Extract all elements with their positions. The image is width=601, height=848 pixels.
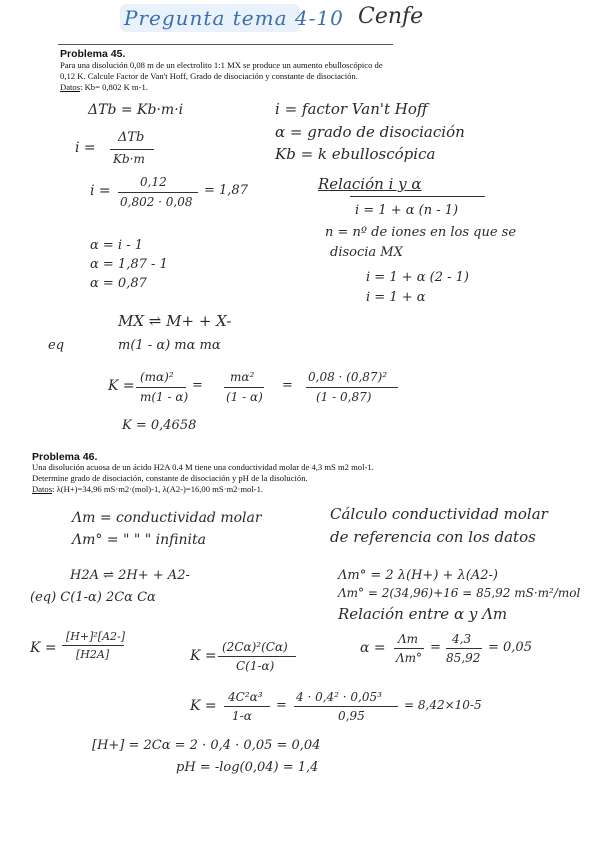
problem45-data-label: Datos [60, 82, 81, 92]
p46-k2-eq-sign: = [276, 698, 287, 713]
p46-calc2: de referencia con los datos [330, 528, 536, 546]
p46-k2-bar2 [294, 706, 398, 707]
p46-k-def-den: [H2A] [76, 648, 110, 661]
p45-note2: α = grado de disociación [275, 123, 465, 141]
p46-lam1: Λm = conductividad molar [72, 510, 262, 526]
problem46-data-label: Datos [32, 484, 53, 494]
p45-k-mid-den: (1 - α) [226, 390, 263, 404]
p45-k-val-bar [306, 387, 398, 388]
p45-eq2-den: Kb·m [113, 152, 145, 166]
p46-alpha-bar2 [446, 648, 482, 649]
p45-k-val-num: 0,08 · (0,87)² [308, 370, 388, 384]
p46-h-conc: [H+] = 2Cα = 2 · 0,4 · 0,05 = 0,04 [92, 738, 321, 753]
p45-n-def: n = nº de iones en los que se [325, 225, 517, 240]
p45-k-eq-sign2: = [282, 378, 293, 393]
p45-alpha3: α = 0,87 [90, 276, 147, 291]
problem46-data-value: : λ(H+)=34,96 mS·m2·(mol)-1, λ(A2-)=16,00 mS·m2·mol-1. [52, 484, 264, 494]
header-title: Pregunta tema 4-10 [124, 6, 344, 30]
p46-k2-den: 1-α [232, 709, 252, 723]
problem45-data [60, 82, 400, 93]
p45-rel-eq3: i = 1 + α [366, 290, 426, 305]
p45-k-result: K = 0,4658 [122, 418, 197, 433]
p45-k-mid-bar [224, 387, 264, 388]
problem46-data [32, 484, 392, 495]
problem46-statement [32, 462, 392, 495]
p45-eq1: ΔTb = Kb·m·i [88, 102, 184, 118]
p46-k2-den2: 0,95 [338, 709, 365, 723]
p45-alpha1: α = i - 1 [90, 238, 144, 253]
p45-relacion: Relación i y α [318, 175, 422, 193]
p46-k-expr-num: (2Cα)²(Cα) [222, 640, 288, 654]
p45-note3: Kb = k ebulloscópica [275, 145, 436, 163]
p46-k-expr-den: C(1-α) [236, 659, 275, 673]
problem46-title: Problema 46. [32, 451, 98, 463]
p46-alpha-num: Λm [398, 632, 419, 646]
p46-alpha-den: Λm° [396, 651, 423, 665]
problem45-data-value: : Kb= 0,802 K m-1. [80, 82, 148, 92]
p45-reaction: MX ⇌ M+ + X- [118, 312, 232, 330]
problem45-statement [60, 60, 400, 93]
header-right-note: Cenfe [358, 4, 424, 29]
p45-eq2-lhs: i = [75, 140, 96, 156]
p45-k-eq-sign1: = [192, 378, 203, 393]
p45-rel-eq2: i = 1 + α (2 - 1) [366, 270, 469, 285]
problem46-statement-line2: Determine grado de disociación, constante de disociación y pH de la disolución. [32, 473, 308, 483]
p46-k-def-num: [H+]²[A2-] [66, 630, 126, 643]
problem45-statement-line1: Para una disolución 0,08 m de un electrolito 1:1 MX se produce un aumento ebulloscópico de [60, 60, 383, 70]
p46-alpha-lhs: α = [360, 640, 386, 656]
p46-alpha-bar [394, 648, 424, 649]
p46-k2-lhs: K = [190, 698, 217, 714]
p46-alpha-eq-sign: = [430, 640, 441, 655]
p45-eq2-fraction-bar [110, 149, 154, 150]
p46-k-def-bar [62, 645, 124, 646]
p45-n-def2: disocia MX [330, 245, 403, 260]
p45-eq3-den: 0,802 · 0,08 [120, 195, 193, 209]
p46-lim2: Λm° = 2(34,96)+16 = 85,92 mS·m²/mol [338, 586, 581, 600]
p45-k-bar [136, 387, 186, 388]
p46-k-def-lhs: K = [30, 640, 57, 656]
p46-alpha-num2: 4,3 [452, 632, 472, 646]
p46-k2-val: = 8,42×10-5 [404, 698, 482, 712]
p45-eq-conc: m(1 - α) mα mα [118, 338, 221, 353]
p45-k-den: m(1 - α) [140, 390, 189, 404]
p45-relacion-underline [350, 196, 485, 197]
p46-k-expr-bar [218, 656, 296, 657]
p46-lim3: Relación entre α y Λm [338, 605, 508, 623]
p46-alpha-den2: 85,92 [446, 651, 481, 665]
p45-k-val-den: (1 - 0,87) [316, 390, 372, 404]
p46-alpha-val: = 0,05 [488, 640, 532, 655]
p46-k-lhs: K = [190, 648, 217, 664]
problem45-title: Problema 45. [60, 48, 126, 60]
p45-rel-eq: i = 1 + α (n - 1) [355, 203, 459, 218]
p45-k-num: (mα)² [140, 370, 174, 384]
p45-eq3-lhs: i = [90, 183, 111, 199]
p46-reaction: H2A ⇌ 2H+ + A2- [70, 568, 190, 583]
divider [58, 44, 393, 45]
p45-eq2-num: ΔTb [118, 130, 145, 145]
p46-lim1: Λm° = 2 λ(H+) + λ(A2-) [338, 568, 498, 583]
p46-calc1: Cálculo conductividad molar [330, 505, 548, 523]
p45-eq3-fraction-bar [118, 192, 198, 193]
p45-eq3-num: 0,12 [140, 175, 167, 189]
p46-k2-num: 4C²α³ [228, 690, 263, 704]
p45-eq-label: eq [48, 338, 65, 353]
p46-k2-num2: 4 · 0,4² · 0,05³ [296, 690, 382, 704]
p46-k2-bar [224, 706, 270, 707]
p45-k-mid-num: mα² [230, 370, 255, 384]
p45-note1: i = factor Van't Hoff [275, 100, 428, 118]
p45-alpha2: α = 1,87 - 1 [90, 257, 168, 272]
p46-eq-row: (eq) C(1-α) 2Cα Cα [30, 590, 156, 605]
p46-ph: pH = -log(0,04) = 1,4 [176, 760, 319, 775]
problem46-statement-line1: Una disolución acuosa de un ácido H2A 0.4 M tiene una conductividad molar de 4,3 mS m2 mol-1. [32, 462, 374, 472]
p46-lam2: Λm° = " " " infinita [72, 532, 206, 548]
problem45-statement-line2: 0,12 K. Calcule Factor de Van't Hoff, Grado de disociación y constante de disociación. [60, 71, 358, 81]
p45-k-lhs: K = [108, 378, 135, 394]
p45-eq3-rhs: = 1,87 [204, 183, 248, 198]
